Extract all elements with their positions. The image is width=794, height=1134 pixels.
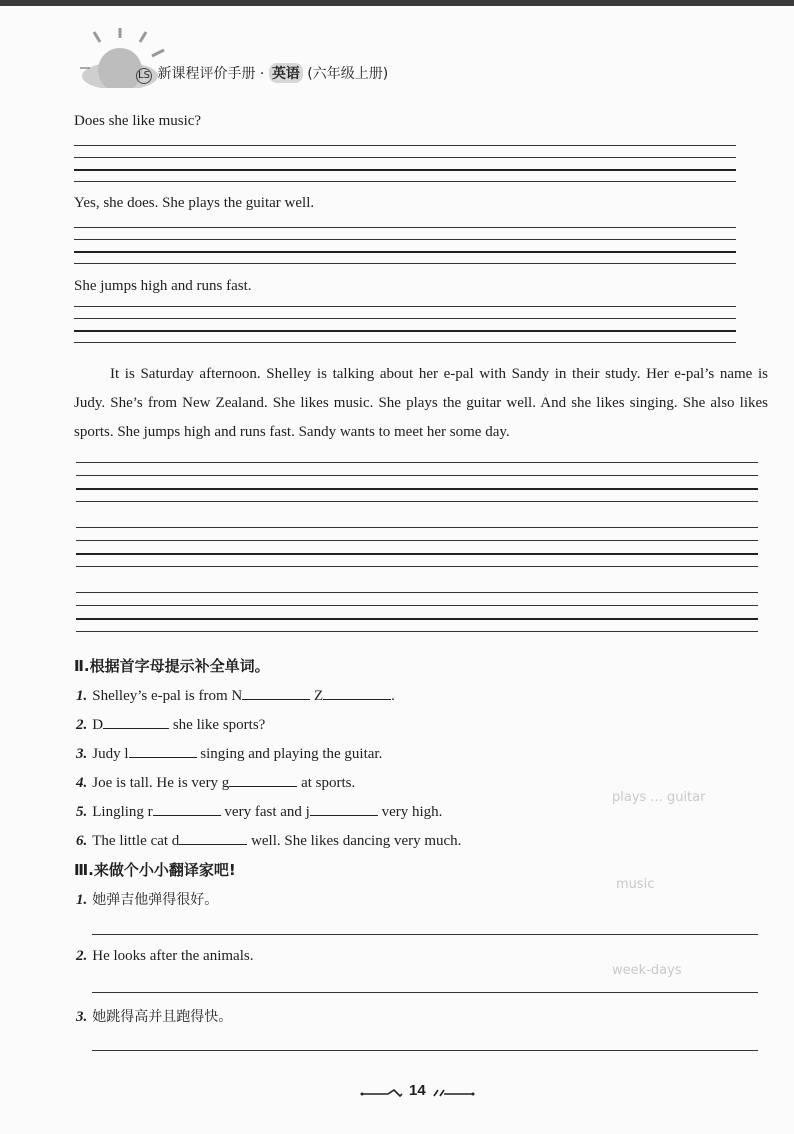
writing-line[interactable]	[76, 566, 758, 567]
item-text: He looks after the animals.	[92, 948, 254, 964]
top-border	[0, 0, 794, 6]
fill-item-3	[76, 743, 382, 763]
bleed-through-text: music	[616, 877, 655, 892]
writing-line[interactable]	[76, 631, 758, 632]
writing-line[interactable]	[74, 227, 736, 228]
writing-line[interactable]	[74, 263, 736, 264]
section-3-title: Ⅲ.来做个小小翻译家吧!	[74, 861, 236, 879]
subject-badge: 英语	[269, 63, 303, 83]
item-text: Shelley’s e-pal is from N	[92, 688, 243, 704]
book-title: 新课程评价手册	[157, 66, 256, 82]
answer-blank[interactable]	[242, 685, 310, 700]
writing-line[interactable]	[76, 475, 758, 476]
item-text: Judy l	[92, 746, 129, 762]
dictation-sentence-1: Does she like music?	[74, 113, 202, 129]
writing-line[interactable]	[76, 592, 758, 593]
item-number: 3.	[76, 746, 88, 762]
writing-line[interactable]	[76, 527, 758, 528]
item-number: 2.	[76, 948, 88, 964]
section-2-title: Ⅱ.根据首字母提示补全单词。	[74, 657, 270, 675]
writing-line[interactable]	[76, 605, 758, 606]
grade-label: (六年级上册)	[307, 66, 389, 82]
item-number: 1.	[76, 688, 88, 704]
item-text: at sports.	[297, 775, 356, 791]
item-text: .	[391, 688, 395, 704]
answer-line[interactable]	[92, 934, 758, 935]
writing-line[interactable]	[74, 318, 736, 319]
writing-line[interactable]	[76, 540, 758, 541]
fill-item-6	[76, 830, 461, 850]
item-text: well. She likes dancing very much.	[247, 833, 462, 849]
answer-blank[interactable]	[179, 830, 247, 845]
translate-item-2	[76, 948, 253, 965]
item-number: 4.	[76, 775, 88, 791]
item-text: The little cat d	[92, 833, 180, 849]
writing-line[interactable]	[74, 145, 736, 146]
item-text: Z	[310, 688, 324, 704]
item-number: 5.	[76, 804, 88, 820]
item-number: 1.	[76, 892, 88, 908]
item-text: Lingling r	[92, 804, 153, 820]
fill-item-1	[76, 685, 395, 705]
answer-blank[interactable]	[323, 685, 391, 700]
item-text: D	[92, 717, 104, 733]
writing-line[interactable]	[74, 306, 736, 307]
writing-line[interactable]	[74, 169, 736, 171]
answer-blank[interactable]	[229, 772, 297, 787]
writing-line[interactable]	[76, 488, 758, 490]
writing-line[interactable]	[74, 330, 736, 332]
passage-text: It is Saturday afternoon. Shelley is talking about her e-pal with Sandy in their study. Her e-pal’s name is Judy. She’s from New Zealand. She likes music. She plays the guitar well. And she likes singing. She also likes sports. She jumps high and runs fast. Sandy wants to meet her some day.	[74, 366, 768, 440]
item-text: very high.	[377, 804, 443, 820]
item-text: singing and playing the guitar.	[196, 746, 383, 762]
writing-line[interactable]	[74, 251, 736, 253]
writing-line[interactable]	[74, 239, 736, 240]
answer-blank[interactable]	[129, 743, 197, 758]
answer-blank[interactable]	[153, 801, 221, 816]
page-footer	[360, 1080, 480, 1102]
fill-item-2	[76, 714, 265, 734]
writing-line[interactable]	[74, 157, 736, 158]
item-text: 她弹吉他弹得很好。	[92, 892, 219, 908]
fill-item-4	[76, 772, 355, 792]
writing-line[interactable]	[74, 342, 736, 343]
header-title	[136, 63, 388, 84]
answer-blank[interactable]	[103, 714, 169, 729]
answer-line[interactable]	[92, 1050, 758, 1051]
right-flourish-icon	[432, 1088, 476, 1098]
item-text: Joe is tall. He is very g	[92, 775, 230, 791]
translate-item-3	[76, 1006, 232, 1026]
item-text: very fast and j	[220, 804, 310, 820]
passage	[74, 360, 768, 447]
dictation-sentence-3: She jumps high and runs fast.	[74, 278, 252, 294]
fill-item-5	[76, 801, 442, 821]
item-text: 她跳得高并且跑得快。	[92, 1009, 233, 1025]
ls-logo: LS	[136, 68, 152, 84]
writing-line[interactable]	[76, 462, 758, 463]
page-number: 14	[409, 1082, 426, 1099]
item-text: she like sports?	[169, 717, 266, 733]
answer-line[interactable]	[92, 992, 758, 993]
answer-blank[interactable]	[310, 801, 378, 816]
bleed-through-text: week-days	[612, 963, 682, 978]
left-flourish-icon	[360, 1088, 404, 1098]
writing-line[interactable]	[76, 618, 758, 620]
writing-line[interactable]	[76, 501, 758, 502]
translate-item-1	[76, 889, 218, 909]
bleed-through-text: plays ... guitar	[612, 790, 706, 805]
dictation-sentence-2: Yes, she does. She plays the guitar well.	[74, 195, 315, 211]
item-number: 6.	[76, 833, 88, 849]
writing-line[interactable]	[76, 553, 758, 555]
header-separator: ·	[259, 66, 265, 82]
writing-line[interactable]	[74, 181, 736, 182]
item-number: 2.	[76, 717, 88, 733]
item-number: 3.	[76, 1009, 88, 1025]
